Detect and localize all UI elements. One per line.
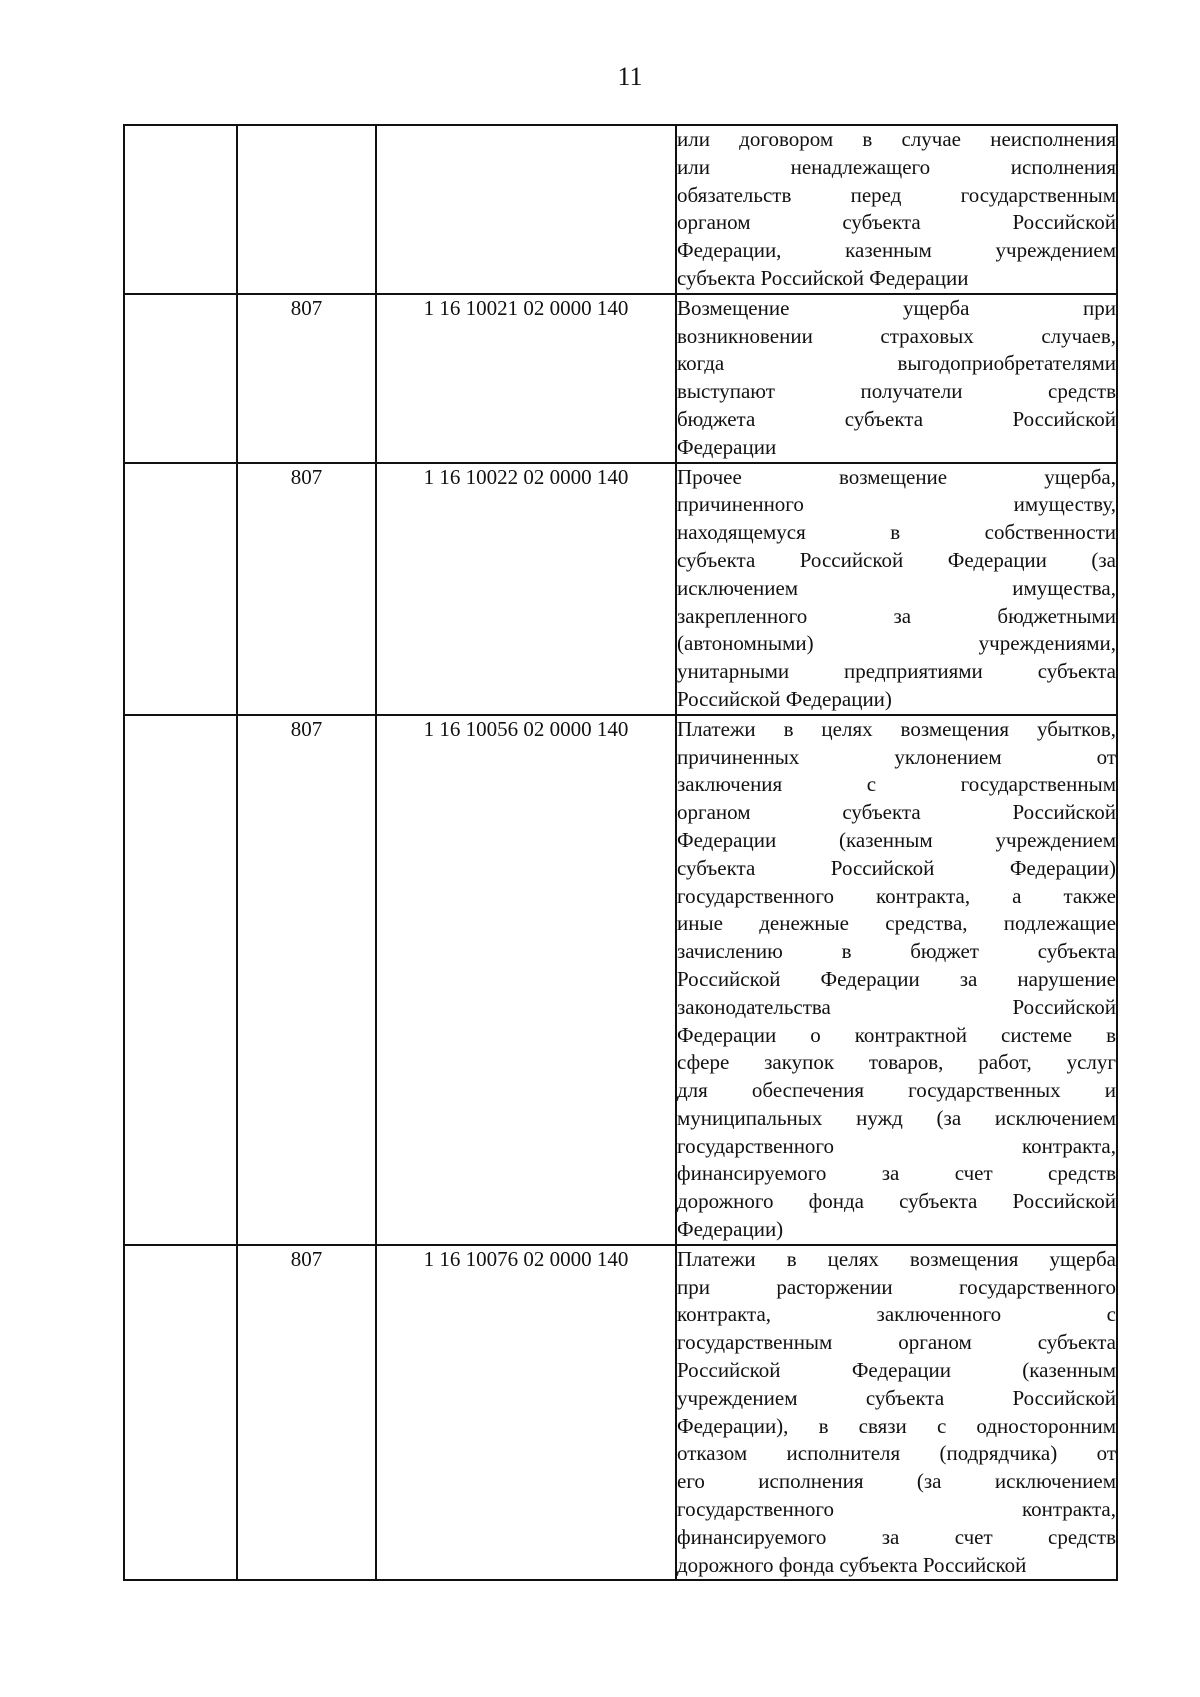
description-line: причиненных уклонением от xyxy=(677,744,1116,769)
description-line: органом субъекта Российской xyxy=(677,800,1116,825)
budget-code-cell: 1 16 10021 02 0000 140 xyxy=(376,294,676,463)
table-row xyxy=(124,294,1117,463)
description-line: Российской Федерации за нарушение xyxy=(677,966,1116,991)
description-line: законодательства Российской xyxy=(677,994,1116,1019)
empty-cell xyxy=(124,1245,237,1581)
description-cell xyxy=(676,1245,1117,1581)
description-cell xyxy=(676,125,1117,294)
description-line: субъекта Российской Федерации (за xyxy=(677,547,1116,572)
description-line: (автономными) учреждениями, xyxy=(677,631,1116,656)
table-row xyxy=(124,463,1117,715)
description-line: сфере закупок товаров, работ, услуг xyxy=(677,1050,1116,1075)
description-line: обязательств перед государственным xyxy=(677,182,1116,207)
description-line: Возмещение ущерба при xyxy=(677,295,1116,320)
description-line: Федерации о контрактной системе в xyxy=(677,1022,1116,1047)
description-line: находящемуся в собственности xyxy=(677,520,1116,545)
description-line: Платежи в целях возмещения убытков, xyxy=(677,716,1116,741)
description-line: государственным органом субъекта xyxy=(677,1330,1116,1355)
description-line: Федерации (казенным учреждением xyxy=(677,827,1116,852)
description-line: унитарными предприятиями субъекта xyxy=(677,659,1116,684)
description-line: Платежи в целях возмещения ущерба xyxy=(677,1246,1116,1271)
description-line: государственного контракта, а также xyxy=(677,883,1116,908)
description-line: государственного контракта, xyxy=(677,1497,1116,1522)
table-row xyxy=(124,125,1117,294)
budget-codes-table xyxy=(123,124,1118,1581)
description-line: финансируемого за счет средств xyxy=(677,1524,1116,1549)
description-line: финансируемого за счет средств xyxy=(677,1161,1116,1186)
admin-code-cell: 807 xyxy=(237,294,376,463)
admin-code-cell: 807 xyxy=(237,463,376,715)
empty-cell xyxy=(124,463,237,715)
description-line: иные денежные средства, подлежащие xyxy=(677,911,1116,936)
description-line: Российской Федерации (казенным xyxy=(677,1358,1116,1383)
description-line: или договором в случае неисполнения xyxy=(677,127,1116,151)
description-line: Российской Федерации) xyxy=(677,686,892,711)
description-line: при расторжении государственного xyxy=(677,1274,1116,1299)
admin-code-cell xyxy=(237,125,376,294)
description-line: бюджета субъекта Российской xyxy=(677,406,1116,431)
description-line: учреждением субъекта Российской xyxy=(677,1385,1116,1410)
budget-code-cell xyxy=(376,125,676,294)
description-line: Прочее возмещение ущерба, xyxy=(677,464,1116,489)
budget-code-cell: 1 16 10056 02 0000 140 xyxy=(376,715,676,1245)
description-line: заключения с государственным xyxy=(677,772,1116,797)
description-line: когда выгодоприобретателями xyxy=(677,351,1116,376)
admin-code-cell: 807 xyxy=(237,1245,376,1581)
description-line: выступают получатели средств xyxy=(677,379,1116,404)
description-line: субъекта Российской Федерации xyxy=(677,265,969,290)
table-row xyxy=(124,1245,1117,1581)
description-line: дорожного фонда субъекта Российской xyxy=(677,1552,1027,1577)
description-line: зачислению в бюджет субъекта xyxy=(677,939,1116,964)
description-line: возникновении страховых случаев, xyxy=(677,323,1116,348)
description-line: для обеспечения государственных и xyxy=(677,1078,1116,1103)
description-line: закрепленного за бюджетными xyxy=(677,603,1116,628)
description-line: контракта, заключенного с xyxy=(677,1302,1116,1327)
description-line: Федерации) xyxy=(677,1217,784,1242)
empty-cell xyxy=(124,125,237,294)
admin-code-cell: 807 xyxy=(237,715,376,1245)
empty-cell xyxy=(124,715,237,1245)
description-line: Федерации xyxy=(677,434,777,459)
description-cell xyxy=(676,294,1117,463)
description-line: исключением имущества, xyxy=(677,575,1116,600)
table-row xyxy=(124,715,1117,1245)
page-number: 11 xyxy=(617,62,643,91)
description-cell xyxy=(676,715,1117,1245)
description-line: государственного контракта, xyxy=(677,1133,1116,1158)
budget-code-cell: 1 16 10076 02 0000 140 xyxy=(376,1245,676,1581)
description-line: отказом исполнителя (подрядчика) от xyxy=(677,1441,1116,1466)
description-line: его исполнения (за исключением xyxy=(677,1469,1116,1494)
description-line: или ненадлежащего исполнения xyxy=(677,154,1116,179)
empty-cell xyxy=(124,294,237,463)
description-line: дорожного фонда субъекта Российской xyxy=(677,1189,1116,1214)
description-cell xyxy=(676,463,1117,715)
description-line: органом субъекта Российской xyxy=(677,210,1116,235)
description-line: Федерации, казенным учреждением xyxy=(677,238,1116,263)
description-line: муниципальных нужд (за исключением xyxy=(677,1105,1116,1130)
description-line: Федерации), в связи с односторонним xyxy=(677,1413,1116,1438)
description-line: причиненного имуществу, xyxy=(677,492,1116,517)
table-body xyxy=(124,125,1117,1580)
description-line: субъекта Российской Федерации) xyxy=(677,855,1116,880)
budget-code-cell: 1 16 10022 02 0000 140 xyxy=(376,463,676,715)
